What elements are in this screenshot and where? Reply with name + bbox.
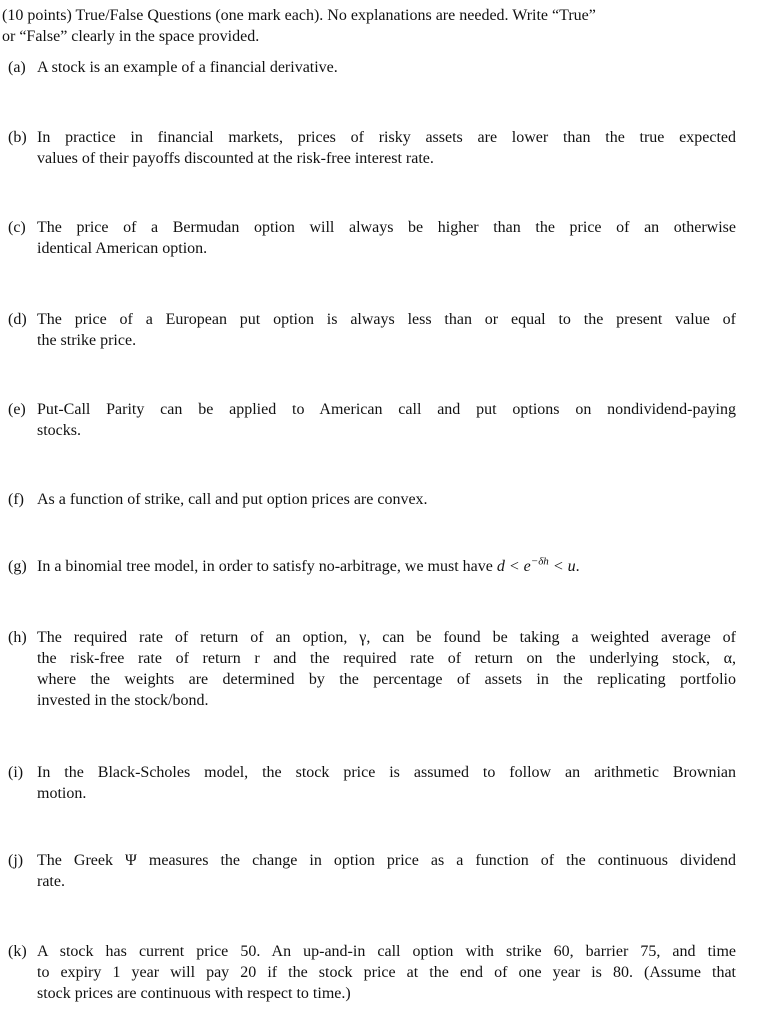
question-line: A stock is an example of a financial derivative. — [37, 59, 338, 76]
question-line: As a function of strike, call and put option prices are convex. — [37, 491, 428, 508]
question-text — [37, 57, 736, 78]
instructions — [2, 5, 742, 47]
question-j — [8, 850, 736, 892]
question-text — [37, 217, 736, 259]
question-label: (c) — [8, 219, 26, 236]
question-text — [37, 309, 736, 351]
question-label: (b) — [8, 129, 27, 146]
question-h — [8, 627, 736, 711]
question-line: The required rate of return of an option, γ, can be found be taking a weighted average of — [37, 629, 736, 646]
question-text — [37, 399, 736, 441]
question-line: The price of a European put option is always less than or equal to the present value of — [37, 311, 736, 328]
question-line-text: In a binomial tree model, in order to satisfy no-arbitrage, we must have — [37, 558, 497, 575]
question-label: (i) — [8, 764, 24, 781]
question-line — [37, 556, 736, 577]
question-e — [8, 399, 736, 441]
question-text — [37, 850, 736, 892]
question-line: In practice in financial markets, prices of risky assets are lower than the true expected — [37, 129, 736, 146]
question-g — [8, 556, 736, 577]
question-line: Put-Call Parity can be applied to American call and put options on nondividend-paying — [37, 401, 736, 418]
question-text — [37, 941, 736, 1004]
question-c — [8, 217, 736, 259]
question-f — [8, 489, 736, 510]
instructions-line-2: or “False” clearly in the space provided. — [2, 28, 260, 45]
question-label: (e) — [8, 401, 26, 418]
math-exponent: −δh — [530, 555, 549, 568]
question-text — [37, 627, 736, 711]
question-line: identical American option. — [37, 240, 208, 257]
question-label: (f) — [8, 491, 24, 508]
question-i — [8, 762, 736, 804]
question-a — [8, 57, 736, 78]
question-line: The Greek Ψ measures the change in option price as a function of the continuous dividend — [37, 852, 736, 869]
question-line: invested in the stock/bond. — [37, 692, 209, 709]
question-line: A stock has current price 50. An up-and-in call option with strike 60, barrier 75, and time — [37, 943, 736, 960]
question-label: (j) — [8, 852, 24, 869]
question-label: (k) — [8, 943, 27, 960]
question-text — [37, 762, 736, 804]
question-line: The price of a Bermudan option will always be higher than the price of an otherwise — [37, 219, 736, 236]
question-text — [37, 556, 736, 577]
question-line: stocks. — [37, 422, 81, 439]
question-line: motion. — [37, 785, 87, 802]
question-line: values of their payoffs discounted at the risk-free interest rate. — [37, 150, 434, 167]
question-line: where the weights are determined by the percentage of assets in the replicating portfolio — [37, 671, 736, 688]
math-expression-after: < u — [548, 558, 576, 575]
question-line: the strike price. — [37, 332, 137, 349]
question-d — [8, 309, 736, 351]
question-line: the risk-free rate of return r and the required rate of return on the underlying stock, α, — [37, 650, 736, 667]
question-line: stock prices are continuous with respect to time.) — [37, 985, 351, 1002]
question-line-text: . — [575, 558, 580, 575]
question-label: (g) — [8, 558, 27, 575]
question-text — [37, 489, 736, 510]
question-label: (a) — [8, 59, 26, 76]
question-label: (d) — [8, 311, 27, 328]
question-text — [37, 127, 736, 169]
question-line: to expiry 1 year will pay 20 if the stock price at the end of one year is 80. (Assume that — [37, 964, 736, 981]
question-line: In the Black-Scholes model, the stock price is assumed to follow an arithmetic Brownian — [37, 764, 736, 781]
math-expression: d < e — [496, 558, 531, 575]
instructions-line-1: (10 points) True/False Questions (one mark each). No explanations are needed. Write “True” — [2, 7, 596, 24]
question-b — [8, 127, 736, 169]
question-k — [8, 941, 736, 1004]
question-label: (h) — [8, 629, 27, 646]
question-line: rate. — [37, 873, 65, 890]
